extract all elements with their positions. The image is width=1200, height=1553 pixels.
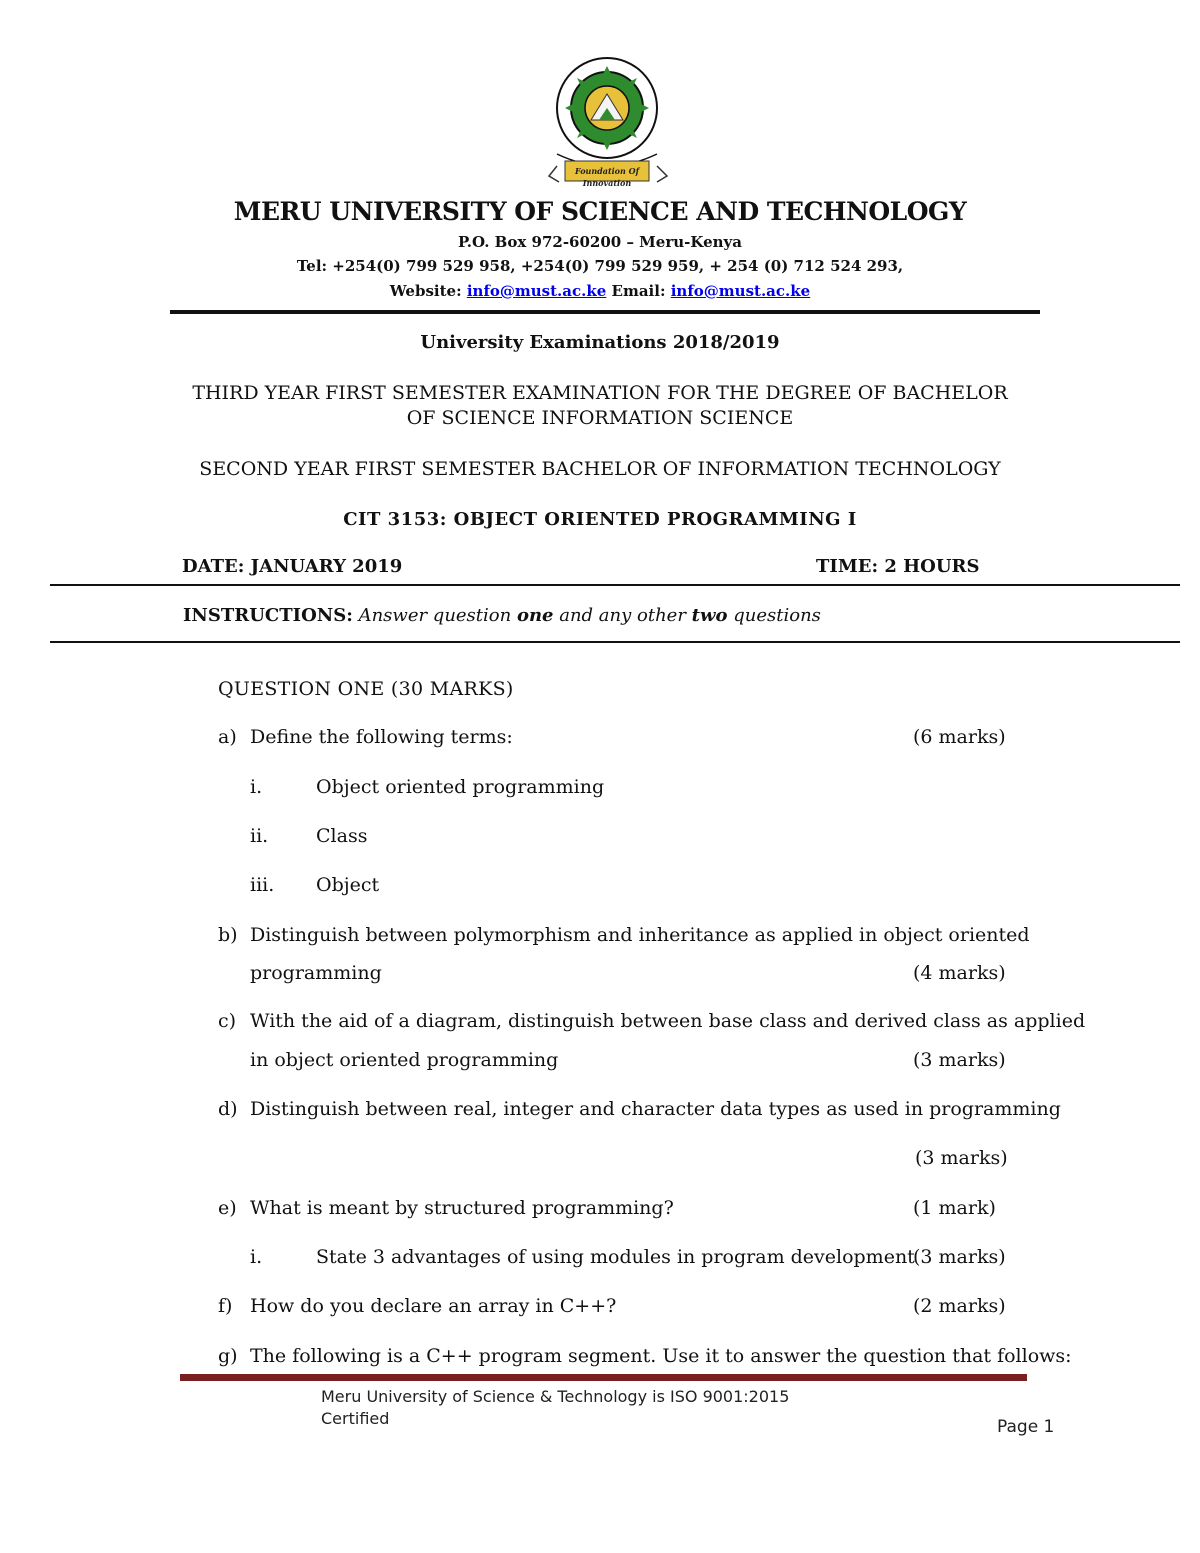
question-d-marks: (3 marks) [915,1147,1008,1169]
question-a-iii-text: Object [316,874,380,896]
program-two: SECOND YEAR FIRST SEMESTER BACHELOR OF INFORMATION TECHNOLOGY [199,458,1001,480]
logo-motto: Foundation Of Innovation [574,166,640,188]
instructions-text-2: one [516,605,554,626]
question-e-marks: (1 mark) [913,1197,996,1219]
footer-iso-line1: Meru University of Science & Technology is ISO 9001:2015 [321,1387,790,1406]
university-logo [535,36,685,196]
question-c-marks: (3 marks) [913,1049,1006,1071]
exam-time: TIME: 2 HOURS [816,556,980,577]
footer-rule [180,1374,1027,1381]
question-a-iii-label: iii. [250,874,275,896]
instructions [183,605,821,627]
header-divider [170,310,1040,314]
question-a-ii-text: Class [316,825,368,847]
website-link[interactable]: info@must.ac.ke [466,282,607,300]
university-name: MERU UNIVERSITY OF SCIENCE AND TECHNOLOGY [233,197,967,226]
program-one-line2: OF SCIENCE INFORMATION SCIENCE [406,407,794,429]
question-g-label: g) [218,1345,238,1367]
question-b-line2: programming [250,962,382,984]
email-label: Email: [611,282,666,300]
question-d-line1: Distinguish between real, integer and character data types as used in programming [250,1098,1061,1120]
question-e-text: What is meant by structured programming? [250,1197,674,1219]
question-a-ii-label: ii. [250,825,269,847]
question-a-i-label: i. [250,776,263,798]
instructions-text-5: questions [733,605,821,626]
question-e-label: e) [218,1197,237,1219]
page-number: Page 1 [997,1417,1055,1437]
instructions-text-4: two [691,605,728,626]
question-a-marks: (6 marks) [913,726,1006,748]
question-c-label: c) [218,1010,237,1032]
instructions-text-1: Answer question [358,605,512,626]
email-link[interactable]: info@must.ac.ke [670,282,811,300]
question-g-text: The following is a C++ program segment. Use it to answer the question that follows: [250,1345,1072,1367]
instructions-label: INSTRUCTIONS: [183,605,353,626]
telephone-line: Tel: +254(0) 799 529 958, +254(0) 799 529 959, + 254 (0) 712 524 293, [296,257,904,275]
question-a-i-text: Object oriented programming [316,776,605,798]
question-a-text: Define the following terms: [250,726,513,748]
question-c-line2: in object oriented programming [250,1049,559,1071]
instructions-divider [50,641,1180,643]
question-e-i-text: State 3 advantages of using modules in program development [316,1246,915,1268]
contact-line [0,281,1200,301]
question-b-line1: Distinguish between polymorphism and inheritance as applied in object oriented [250,924,1030,946]
website-label: Website: [389,282,462,300]
postal-address: P.O. Box 972-60200 – Meru-Kenya [458,233,742,251]
question-one-heading: QUESTION ONE (30 MARKS) [218,678,514,700]
course-title: CIT 3153: OBJECT ORIENTED PROGRAMMING I [343,509,857,530]
question-b-label: b) [218,924,238,946]
question-a-label: a) [218,726,237,748]
date-divider [50,584,1180,586]
question-e-i-marks: (3 marks) [913,1246,1006,1268]
question-e-i-label: i. [250,1246,263,1268]
instructions-text-3: and any other [559,605,686,626]
exam-title: University Examinations 2018/2019 [420,332,780,353]
question-f-text: How do you declare an array in C++? [250,1295,617,1317]
exam-date: DATE: JANUARY 2019 [182,556,403,577]
program-one-line1: THIRD YEAR FIRST SEMESTER EXAMINATION FOR THE DEGREE OF BACHELOR [192,382,1008,404]
question-d-label: d) [218,1098,238,1120]
question-c-line1: With the aid of a diagram, distinguish between base class and derived class as applied [250,1010,1086,1032]
question-b-marks: (4 marks) [913,962,1006,984]
footer-iso-line2: Certified [321,1409,390,1428]
question-f-marks: (2 marks) [913,1295,1006,1317]
question-f-label: f) [218,1295,233,1317]
